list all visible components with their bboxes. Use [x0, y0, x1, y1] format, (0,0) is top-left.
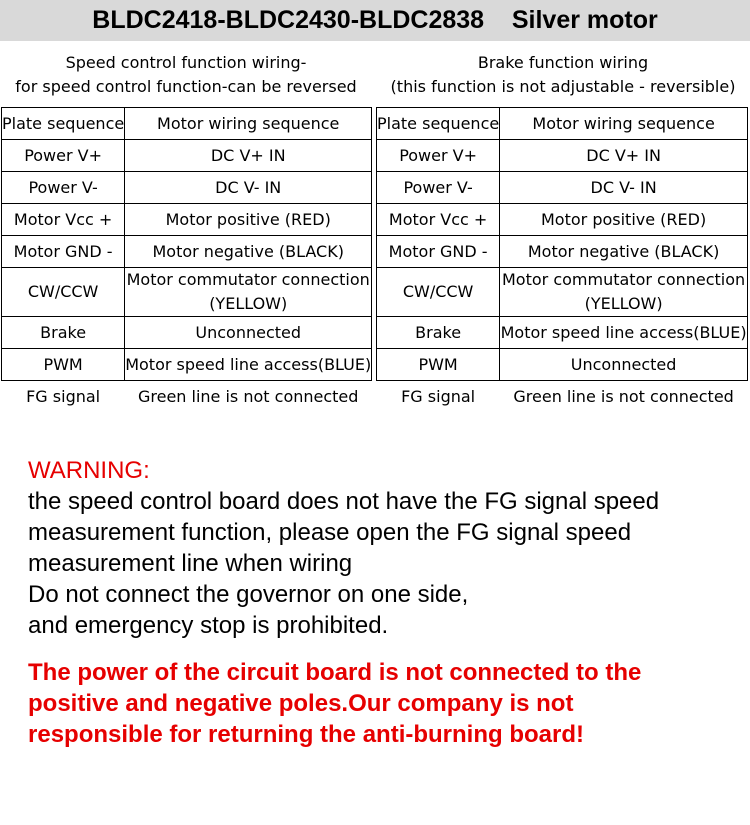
speed-control-heading: [0, 51, 372, 99]
brake-function-heading-line: Brake function wiring: [477, 53, 649, 72]
speed-control-heading-line: Speed control function wiring-: [65, 53, 307, 72]
plate-cell: CW/CCW: [377, 268, 500, 317]
plate-cell: Brake: [2, 317, 125, 349]
table-row: [2, 317, 372, 349]
plate-cell: Motor GND -: [377, 236, 500, 268]
plate-cell: Motor Vcc +: [377, 204, 500, 236]
notice-line: positive and negative poles.Our company is not: [28, 690, 574, 717]
motor-cell: Motor commutator connection (YELLOW): [500, 268, 748, 317]
plate-cell: FG signal: [401, 386, 476, 406]
notice-line: The power of the circuit board is not connected to the: [28, 659, 642, 686]
motor-cell: DC V+ IN: [500, 140, 748, 172]
table-row: [377, 204, 748, 236]
motor-cell: DC V- IN: [500, 172, 748, 204]
table-header-row: [2, 108, 372, 140]
speed-control-wiring-table: [1, 107, 372, 413]
table-row: [377, 349, 748, 381]
header-motor-wiring-sequence: Motor wiring sequence: [500, 108, 748, 140]
fg-signal-row: [377, 381, 748, 413]
plate-cell: Brake: [377, 317, 500, 349]
warning-block: [28, 455, 738, 641]
table-row: [2, 349, 372, 381]
plate-cell: Power V+: [2, 140, 125, 172]
plate-cell: Power V-: [377, 172, 500, 204]
plate-cell: CW/CCW: [2, 268, 125, 317]
brake-function-heading: [376, 51, 750, 99]
warning-label: WARNING:: [28, 457, 150, 484]
warning-line: Do not connect the governor on one side,: [28, 581, 469, 608]
table-row: [2, 140, 372, 172]
notice-line: responsible for returning the anti-burning board!: [28, 721, 584, 748]
motor-cell: Unconnected: [500, 349, 748, 381]
table-row: [377, 317, 748, 349]
brake-function-wiring-table: [376, 107, 748, 413]
motor-cell: DC V- IN: [125, 172, 372, 204]
table-row: [2, 236, 372, 268]
plate-cell: FG signal: [26, 386, 101, 406]
table-row: [2, 172, 372, 204]
motor-cell: Motor commutator connection (YELLOW): [125, 268, 372, 317]
fg-signal-row: [2, 381, 372, 413]
plate-cell: Motor GND -: [2, 236, 125, 268]
header-plate-sequence: Plate sequence: [2, 108, 125, 140]
table-row: [377, 140, 748, 172]
motor-cell: Motor positive (RED): [125, 204, 372, 236]
warning-line: measurement function, please open the FG signal speed: [28, 519, 632, 546]
motor-cell: Motor negative (BLACK): [500, 236, 748, 268]
header-motor-wiring-sequence: Motor wiring sequence: [125, 108, 372, 140]
motor-cell: DC V+ IN: [125, 140, 372, 172]
plate-cell: Power V+: [377, 140, 500, 172]
responsibility-notice: [28, 657, 738, 750]
speed-control-heading-line: for speed control function-can be reversed: [15, 77, 357, 96]
table-row: [377, 172, 748, 204]
header-plate-sequence: Plate sequence: [377, 108, 500, 140]
page-title: BLDC2418-BLDC2430-BLDC2838 Silver motor: [0, 0, 750, 41]
motor-cell: Green line is not connected: [513, 386, 734, 406]
motor-cell: Motor negative (BLACK): [125, 236, 372, 268]
warning-line: measurement line when wiring: [28, 550, 353, 577]
warning-line: and emergency stop is prohibited.: [28, 612, 389, 639]
motor-cell: Motor speed line access(BLUE): [125, 349, 372, 381]
brake-function-heading-line: (this function is not adjustable - reversible): [390, 77, 736, 96]
table-header-row: [377, 108, 748, 140]
plate-cell: PWM: [377, 349, 500, 381]
plate-cell: Motor Vcc +: [2, 204, 125, 236]
table-row: [377, 268, 748, 317]
plate-cell: Power V-: [2, 172, 125, 204]
table-row: [2, 204, 372, 236]
motor-cell: Motor speed line access(BLUE): [500, 317, 748, 349]
motor-cell: Green line is not connected: [137, 386, 359, 406]
motor-cell: Motor positive (RED): [500, 204, 748, 236]
table-row: [2, 268, 372, 317]
plate-cell: PWM: [2, 349, 125, 381]
table-row: [377, 236, 748, 268]
warning-line: the speed control board does not have the FG signal speed: [28, 488, 660, 515]
motor-cell: Unconnected: [125, 317, 372, 349]
